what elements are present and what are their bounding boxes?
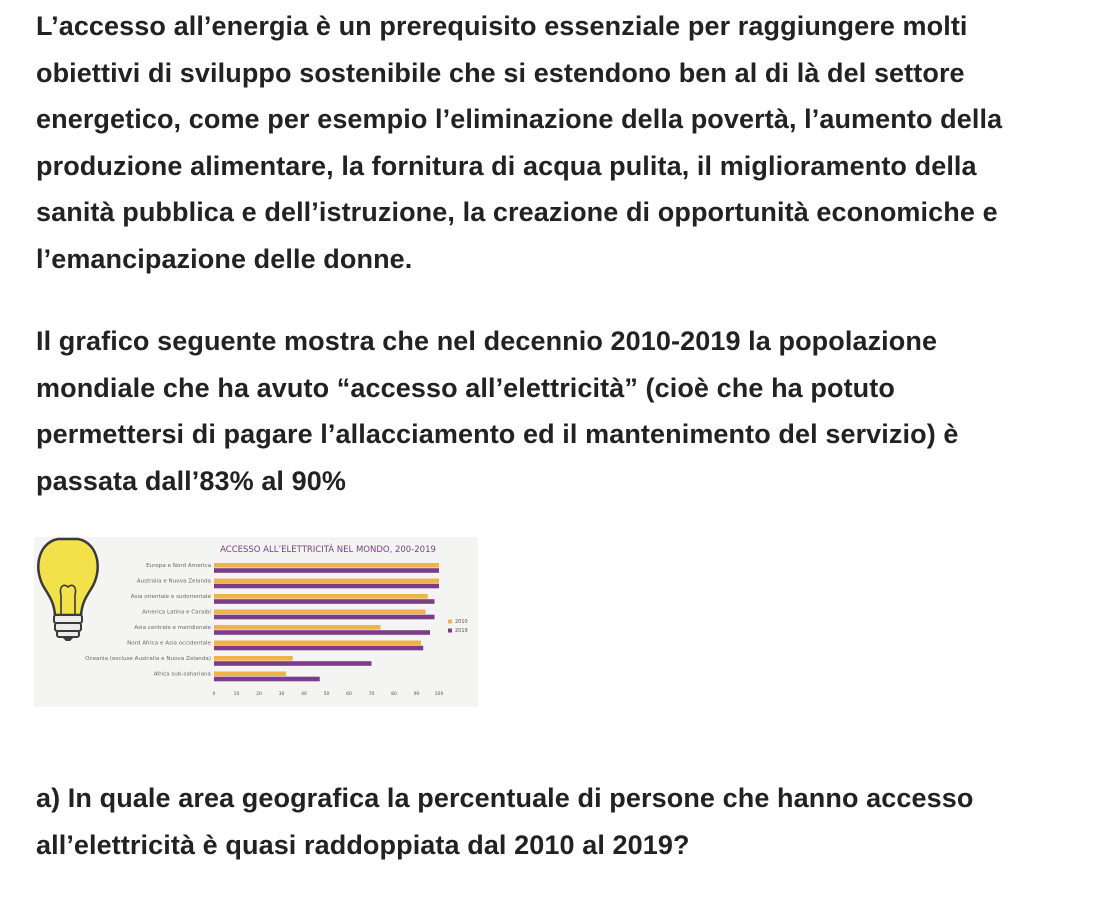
x-tick-label: 60 (346, 692, 352, 697)
bar-2019 (214, 615, 435, 620)
bar-2010 (214, 625, 381, 630)
question-a (36, 775, 1111, 868)
text-line: Il grafico seguente mostra che nel decennio 2010-2019 la popolazione (36, 326, 938, 356)
bar-2010 (214, 563, 439, 568)
intro-paragraph (36, 3, 1111, 282)
bar-2019 (214, 661, 372, 666)
bar-2010 (214, 656, 293, 661)
category-label: Asia orientale e sudorientale (130, 594, 211, 600)
text-line: energetico, come per esempio l’eliminazione della povertà, l’aumento della (36, 104, 1003, 134)
category-label: Oceania (escluse Australia e Nuova Zelanda) (85, 656, 211, 662)
text-line: L’accesso all’energia è un prerequisito essenziale per raggiungere molti (36, 11, 968, 41)
text-line: all’elettricità è quasi raddoppiata dal 2010 al 2019? (36, 829, 690, 860)
category-labels (85, 563, 211, 678)
bar-2019 (214, 646, 423, 651)
x-tick-label: 10 (233, 692, 240, 697)
category-label: Nord Africa e Asia occidentale (127, 640, 211, 647)
text-line: l’emancipazione delle donne. (36, 243, 413, 274)
text-line: mondiale che ha avuto “accesso all’elettricità” (cioè che ha potuto (36, 372, 895, 403)
legend-swatch-2019 (448, 629, 452, 633)
bar-2019 (214, 568, 439, 573)
chart-legend (448, 619, 468, 634)
x-tick-label: 70 (368, 692, 375, 697)
text-line: passata dall’83% al 90% (36, 465, 346, 496)
legend-swatch-2010 (448, 620, 452, 624)
x-tick-label: 100 (434, 692, 444, 697)
bar-2019 (214, 630, 430, 635)
x-tick-label: 0 (212, 692, 216, 697)
bar-2019 (214, 599, 435, 604)
electricity-access-chart (34, 537, 478, 707)
bar-2010 (214, 641, 421, 646)
x-tick-label: 90 (413, 692, 420, 697)
x-tick-label: 20 (256, 692, 262, 697)
bar-2010 (214, 594, 428, 599)
x-tick-label: 50 (323, 692, 330, 697)
text-line: permettersi di pagare l’allacciamento ed il mantenimento del servizio) è (36, 419, 959, 449)
x-tick-label: 80 (391, 692, 397, 697)
category-label: Asia centrale e meridionale (134, 625, 211, 631)
category-label: America Latina e Caraibi (142, 609, 211, 616)
light-bulb-icon (38, 539, 97, 641)
legend-label: 2019 (455, 628, 468, 634)
category-label: Europa e Nord America (146, 563, 211, 569)
x-axis-ticks (213, 691, 444, 697)
category-label: Australia e Nuova Zelanda (136, 578, 211, 585)
text-line: obiettivi di sviluppo sostenibile che si estendono ben al di là del settore (36, 57, 965, 88)
bars (214, 563, 439, 681)
x-tick-label: 30 (278, 692, 285, 697)
text-line: produzione alimentare, la fornitura di acqua pulita, il miglioramento della (36, 150, 977, 181)
x-tick-label: 40 (301, 692, 307, 697)
text-line: a) In quale area geografica la percentuale di persone che hanno accesso (36, 783, 974, 813)
legend-label: 2010 (455, 619, 468, 625)
bar-2010 (214, 610, 426, 615)
bar-2010 (214, 672, 286, 677)
chart-intro-paragraph (36, 318, 1111, 504)
category-label: Africa sub-sahariana (153, 671, 211, 678)
bar-2019 (214, 584, 439, 589)
electricity-access-figure (34, 537, 478, 707)
chart-title: ACCESSO ALL’ELETTRICITÀ NEL MONDO, 200-2019 (220, 545, 436, 555)
bar-2010 (214, 579, 439, 584)
bar-2019 (214, 677, 320, 682)
text-line: sanità pubblica e dell’istruzione, la creazione di opportunità economiche e (36, 197, 998, 227)
